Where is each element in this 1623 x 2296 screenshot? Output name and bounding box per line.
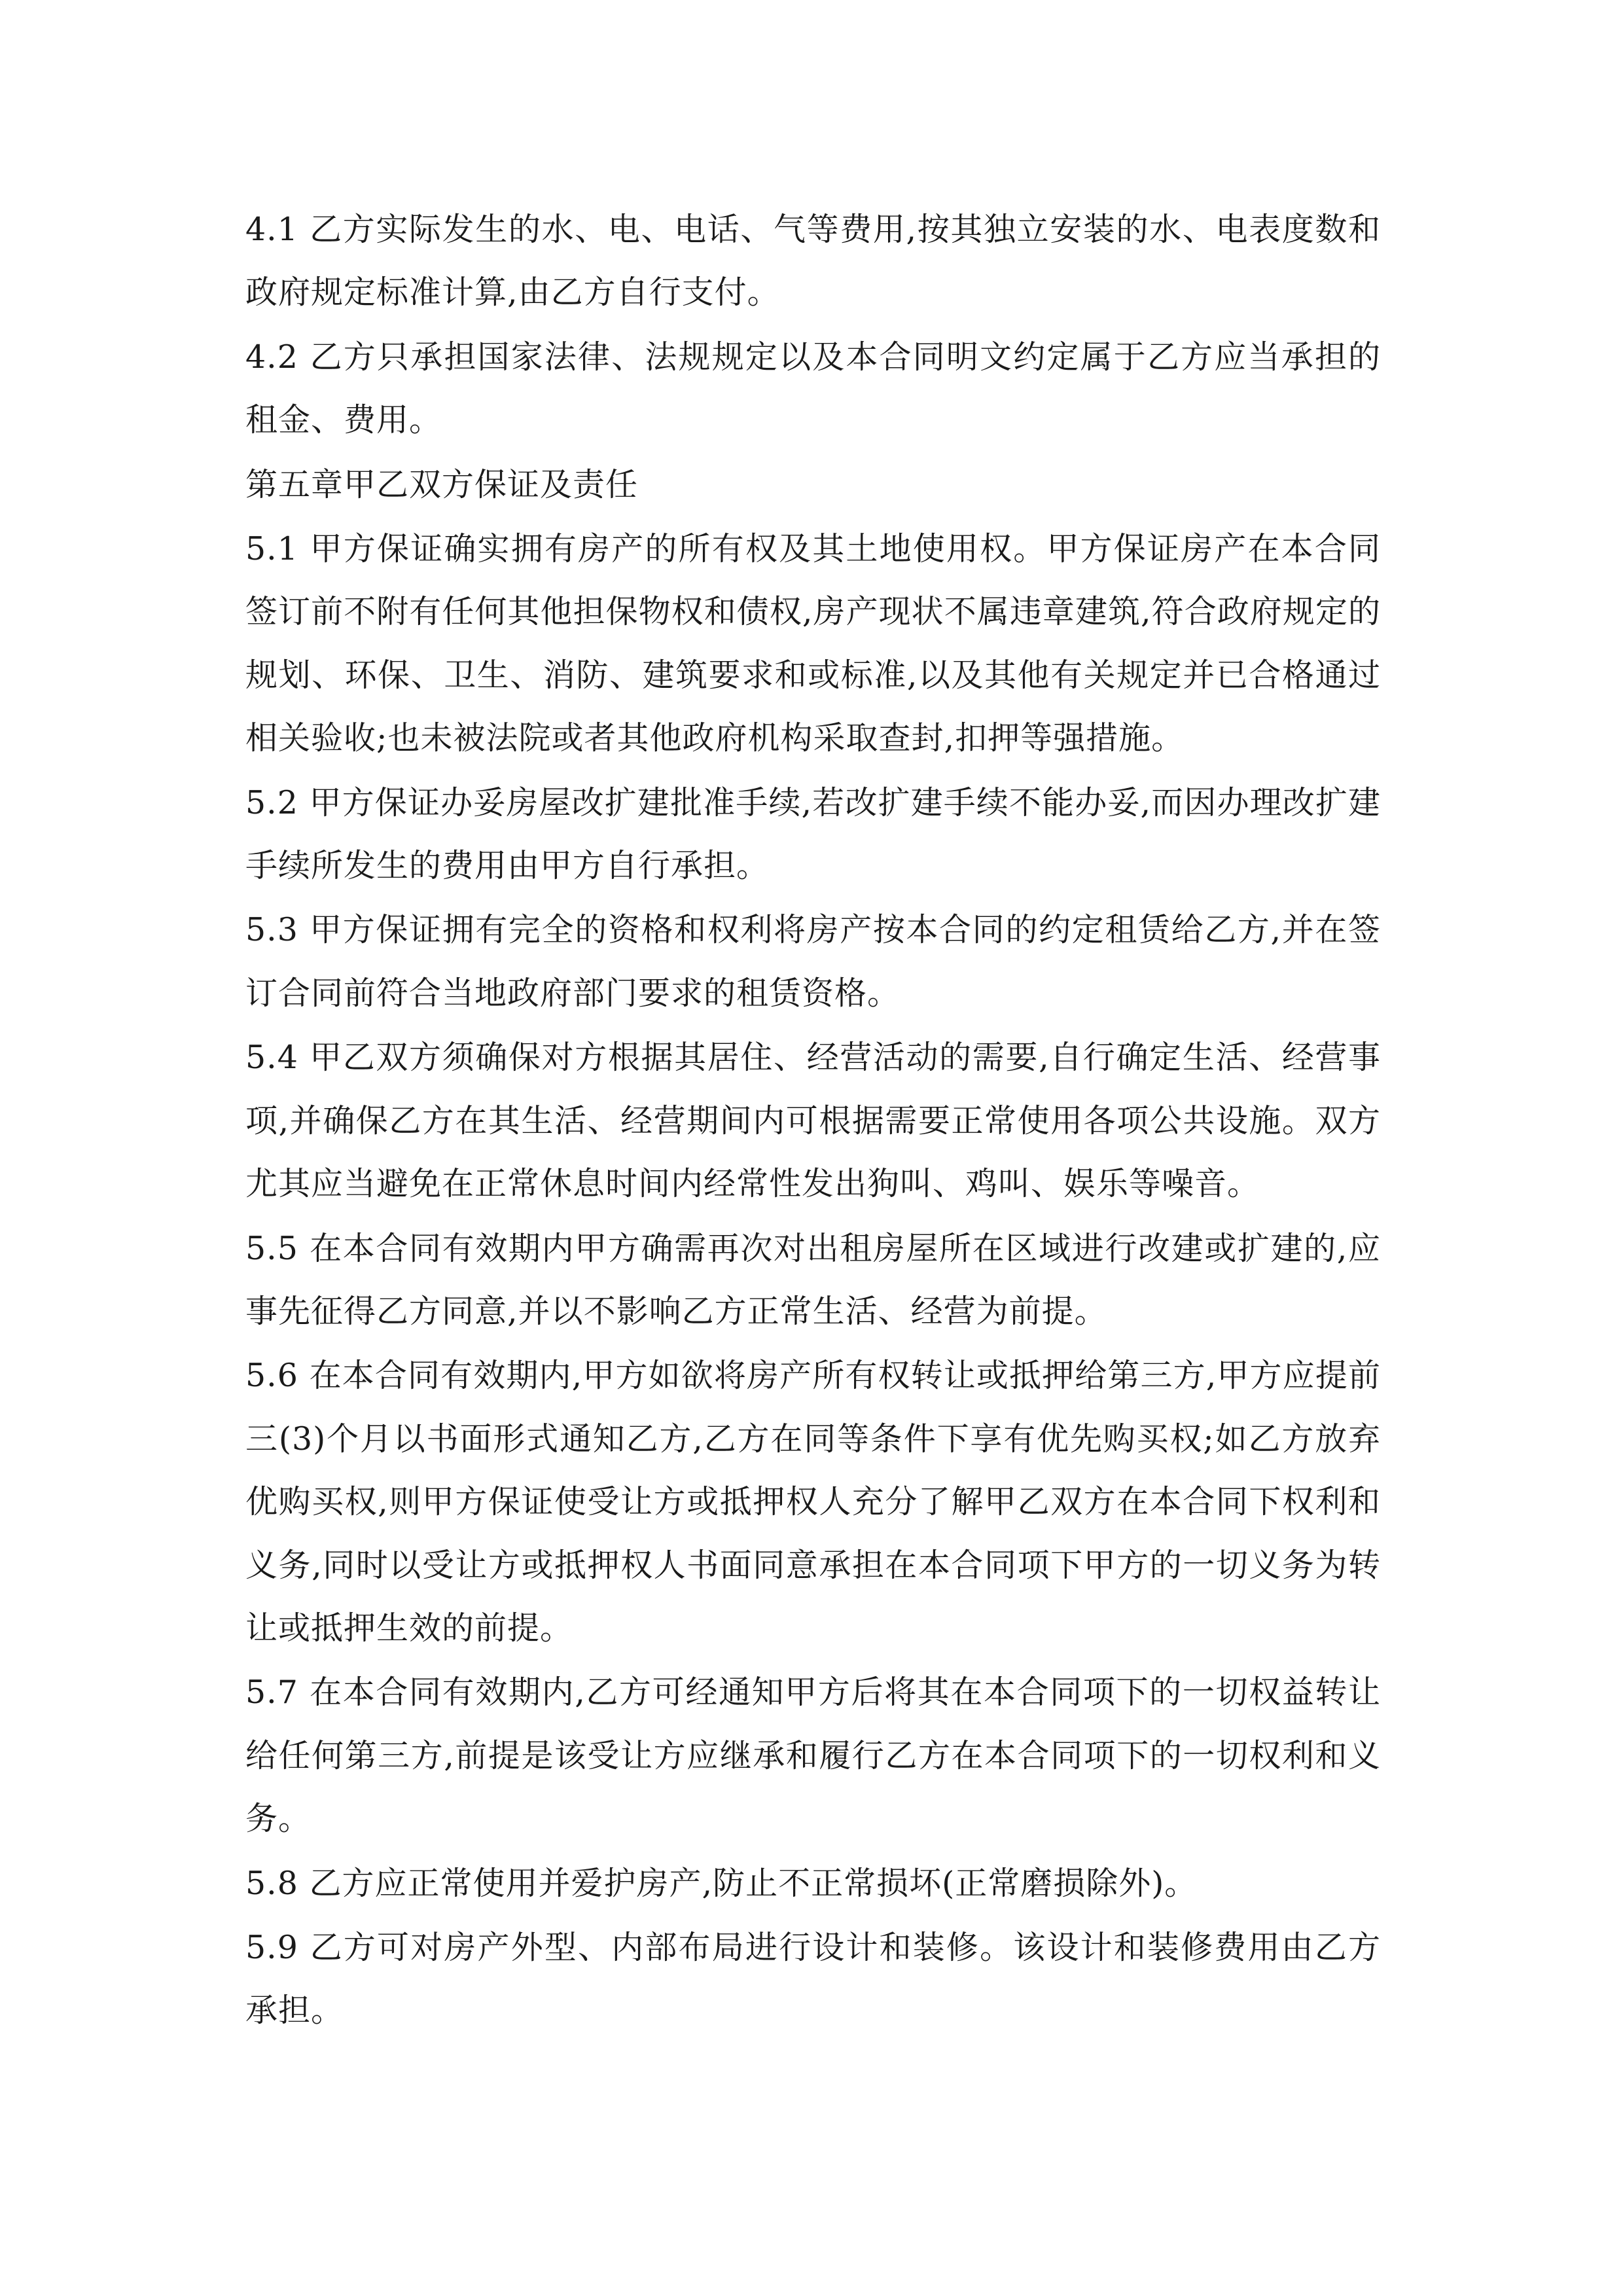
clause-5-7: 5.7 在本合同有效期内,乙方可经通知甲方后将其在本合同项下的一切权益转让给任何第三方,前提是该受让方应继承和履行乙方在本合同项下的一切权利和义务。 <box>245 1674 1381 1838</box>
clause-4-1: 4.1 乙方实际发生的水、电、电话、气等费用,按其独立安装的水、电表度数和政府规定标准计算,由乙方自行支付。 <box>245 211 1381 312</box>
clause-5-4: 5.4 甲乙双方须确保对方根据其居住、经营活动的需要,自行确定生活、经营事项,并确保乙方在其生活、经营期间内可根据需要正常使用各项公共设施。双方尤其应当避免在正常休息时间内经常性发出狗叫、鸡叫、娱乐等噪音。 <box>245 1039 1381 1203</box>
document-body <box>245 198 1381 2044</box>
clause-5-5: 5.5 在本合同有效期内甲方确需再次对出租房屋所在区域进行改建或扩建的,应事先征得乙方同意,并以不影响乙方正常生活、经营为前提。 <box>245 1229 1381 1330</box>
clause-5-3: 5.3 甲方保证拥有完全的资格和权利将房产按本合同的约定租赁给乙方,并在签订合同前符合当地政府部门要求的租赁资格。 <box>245 911 1381 1012</box>
chapter-5-heading: 第五章甲乙双方保证及责任 <box>245 465 639 503</box>
clause-5-1: 5.1 甲方保证确实拥有房产的所有权及其土地使用权。甲方保证房产在本合同签订前不附有任何其他担保物权和债权,房产现状不属违章建筑,符合政府规定的规划、环保、卫生、消防、建筑要求和或标准,以及其他有关规定并已合格通过相关验收;也未被法院或者其他政府机构采取查封,扣押等强措施。 <box>245 530 1381 757</box>
clause-5-8: 5.8 乙方应正常使用并爱护房产,防止不正常损坏(正常磨损除外)。 <box>245 1864 1198 1902</box>
clause-4-2: 4.2 乙方只承担国家法律、法规规定以及本合同明文约定属于乙方应当承担的租金、费用。 <box>245 338 1381 439</box>
clause-5-9: 5.9 乙方可对房产外型、内部布局进行设计和装修。该设计和装修费用由乙方承担。 <box>245 1928 1381 2030</box>
clause-5-2: 5.2 甲方保证办妥房屋改扩建批准手续,若改扩建手续不能办妥,而因办理改扩建手续所发生的费用由甲方自行承担。 <box>245 783 1381 885</box>
clause-5-6: 5.6 在本合同有效期内,甲方如欲将房产所有权转让或抵押给第三方,甲方应提前三(3)个月以书面形式通知乙方,乙方在同等条件下享有优先购买权;如乙方放弃优购买权,则甲方保证使受让方或抵押权人充分了解甲乙双方在本合同下权利和义务,同时以受让方或抵押权人书面同意承担在本合同项下甲方的一切义务为转让或抵押生效的前提。 <box>245 1357 1381 1647</box>
